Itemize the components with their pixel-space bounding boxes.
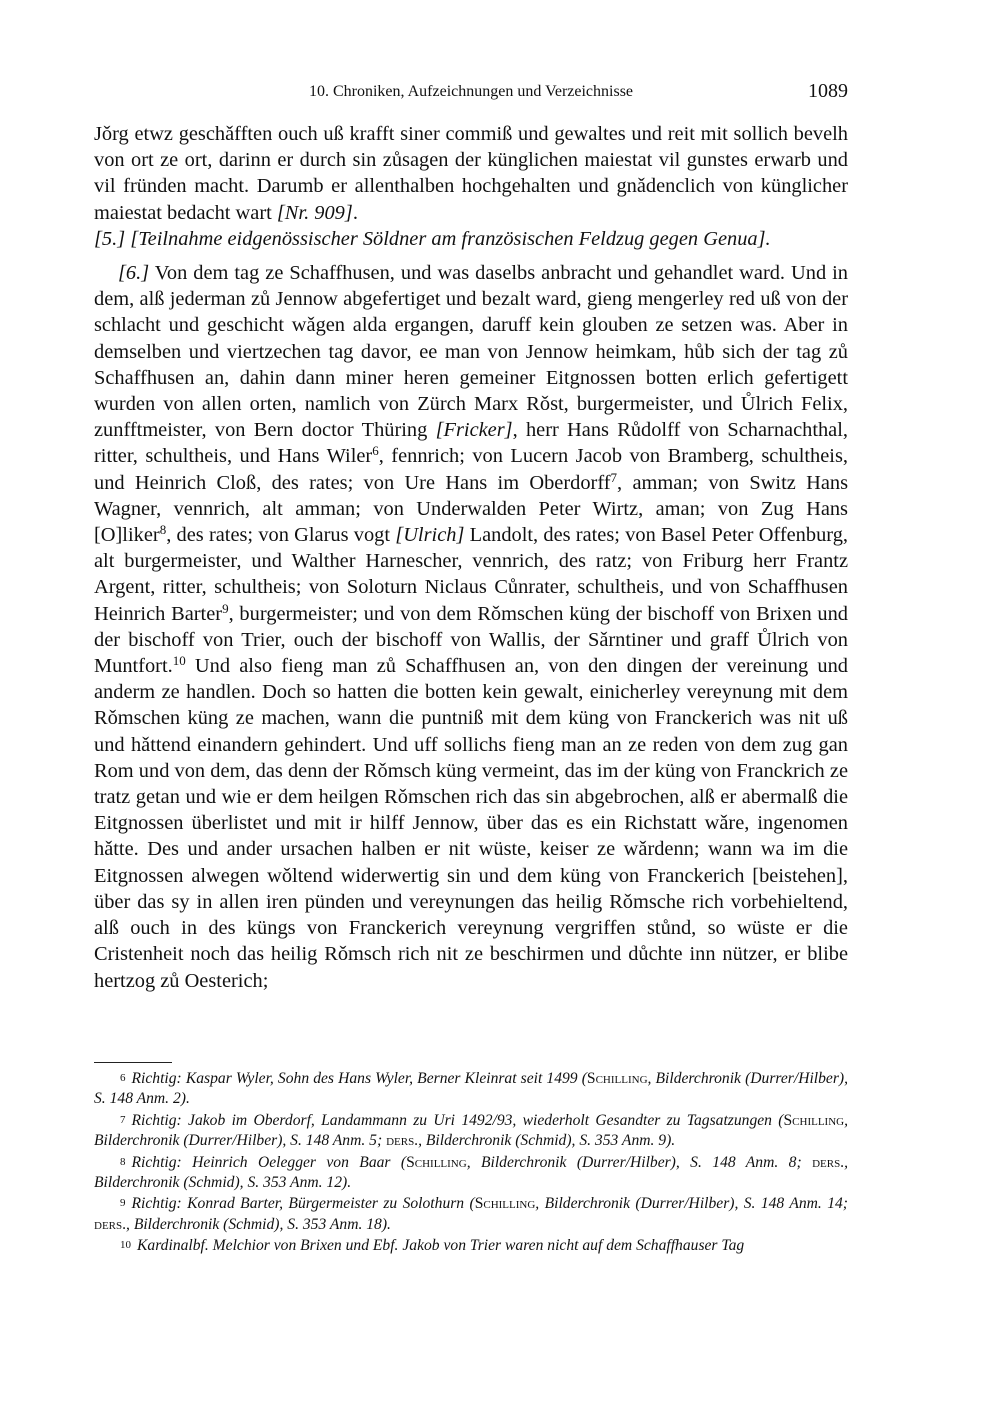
footnote-text: Richtig: Kaspar Wyler, Sohn des Hans Wyler, Berner Kleinrat seit 1499 ( xyxy=(131,1070,587,1087)
footnote-text: , Bilderchronik (Schmid), S. 353 Anm. 18). xyxy=(126,1215,391,1233)
footnote-ref-9[interactable]: 9 xyxy=(222,600,229,616)
footnote-text: , Bilderchronik (Schmid), S. 353 Anm. 12). xyxy=(94,1153,848,1192)
footnote-10 xyxy=(94,1235,848,1256)
footnote-ref-8[interactable]: 8 xyxy=(159,522,167,538)
footnote-divider xyxy=(94,1062,172,1063)
footnote-number: 10 xyxy=(120,1239,131,1252)
running-title: 10. Chroniken, Aufzeichnungen und Verzeichnisse xyxy=(308,83,634,100)
author-name: Schilling xyxy=(406,1153,467,1171)
footnote-text: , Bilderchronik (Durrer/Hilber), S. 148 Anm. 8; xyxy=(466,1153,813,1171)
page-number: 1089 xyxy=(808,80,848,102)
footnotes xyxy=(94,1068,848,1257)
paragraph-text: , amman; von Switz Hans Wagner, vennrich, alt amman; von Underwalden Peter Wirtz, aman; von Zug Hans [O]liker xyxy=(94,471,849,547)
paragraph-text: , herr Hans Růdolff von Scharnachthal, ritter, schultheis, und Hans Wiler xyxy=(94,419,848,468)
reference-bracket: [Nr. 909] xyxy=(276,201,353,224)
section-label-6: [6.] xyxy=(118,262,150,285)
paragraph-text: , des rates; von Glarus vogt xyxy=(166,524,396,547)
editorial-insert: [Fricker] xyxy=(435,419,513,442)
paragraph-text: , fennrich; von Lucern Jacob von Bramberg, schultheis, und Heinrich Cloß, des rates; von Ure Hans im Oberdorff xyxy=(94,445,848,494)
author-name: ders. xyxy=(386,1132,419,1150)
footnote-text: Richtig: Konrad Barter, Bürgermeister zu Solothurn ( xyxy=(131,1195,475,1213)
footnote-text: , Bilderchronik (Durrer/Hilber), S. 148 Anm. 5; xyxy=(94,1111,848,1150)
author-name: Schilling xyxy=(474,1195,536,1213)
footnote-7 xyxy=(94,1110,848,1152)
footnote-number: 8 xyxy=(120,1155,126,1168)
editorial-insert: [Ulrich] xyxy=(395,524,465,547)
footnote-text: Richtig: Heinrich Oelegger von Baar ( xyxy=(131,1153,407,1171)
author-name: ders. xyxy=(812,1153,845,1171)
footnote-text: , Bilderchronik (Schmid), S. 353 Anm. 9). xyxy=(418,1132,676,1150)
paragraph-text: . xyxy=(352,201,358,224)
footnote-text: Richtig: Jakob im Oberdorf, Landammann zu Uri 1492/93, wiederholt Gesandter zu Tagsatzungen ( xyxy=(131,1111,784,1129)
footnote-ref-7[interactable]: 7 xyxy=(610,469,618,485)
footnote-6 xyxy=(94,1068,848,1110)
paragraph-text: Jǒrg etwz geschǎfften ouch uß krafft siner commiß und gewaltes und reit mit sollich bevelh von ort ze ort, darinn er durch sin zůsagen der künglichen maiestat vil gunstes erwarb und vil fründen macht. Darumb er allenthalben hochgehalten und gnǎdenclich von künglicher maiestat bedacht wart xyxy=(94,123,848,224)
paragraph-text: Landolt, des rates; von Basel Peter Offenburg, alt burgermeister, und Walther Harnescher, vennrich, des ratz; von Friburg herr Frantz Argent, ritter, schultheis; von Soloturn Niclaus Cůnrater, schultheis, und von Schaffhusen Heinrich Barter xyxy=(94,524,848,625)
footnote-number: 9 xyxy=(120,1197,126,1210)
section-heading-5: [5.] [Teilnahme eidgenössischer Söldner am französischen Feldzug gegen Genua]. xyxy=(94,227,771,250)
footnote-text: , Bilderchronik (Durrer/Hilber), S. 148 Anm. 14; xyxy=(535,1195,848,1213)
footnote-9 xyxy=(94,1193,848,1235)
footnote-text: , Bilderchronik (Durrer/Hilber), S. 148 Anm. 2). xyxy=(94,1070,848,1108)
paragraph-text: Und also fieng man zů Schaffhusen an, von den dingen der vereinung und anderm ze handlen. Doch so hatten die botten kein gewalt, einicherley vereynung mit dem Rǒmschen küng ze machen, wann die puntniß mit dem küng von Franckerich was nit uß und hǎttend einandern gehindert. Und uff sollichs fieng man an ze reden von dem zug gan Rom und von dem, das denn der Rǒmsch küng vermeint, das im der küng von Franckrich ze tratz getan und wie er dem heilgen Rǒmschen rich das sin abgebrochen, alß er abermalß die Eitgnossen überlistet und mit ir hilff Jennow, über das es ein Richstatt wǎre, ingenomen hǎtte. Des und ander ursachen halben er nit wüste, keiser ze wǎrdenn; wann wa im die Eitgnossen alwegen wǒltend widerwertig sin und dem küng von Franckerich [beistehen], über das sy in allen iren pünden und vereynungen das heilig Rǒmsche rich vorbehieltend, alß ouch in des küngs von Franckerich vereynung vergriffen stůnd, so wüste er die Cristenheit noch das heilig Rǒmsch rich nit ze beschirmen und důchte inn nützer, er blibe hertzog zů Oesterich; xyxy=(94,655,848,992)
author-name: Schilling xyxy=(586,1070,648,1087)
paragraph-text: , burgermeister; und von dem Rǒmschen küng der bischoff von Brixen und der bischoff von Trier, ouch der bischoff von Wallis, der Sǎrntiner und graff Ůlrich von Muntfort. xyxy=(94,602,848,678)
paragraph-text: Von dem tag ze Schaffhusen, und was daselbs anbracht und gehandlet ward. Und in dem, alß jederman zů Jennow abgefertiget und bezalt ward, gieng mengerley red uß von der schlacht und geschicht wǎgen alda ergangen, daruff kein glouben ze setzen was. Aber in demselben und viertzechen tag davor, ee man von Jennow heimkam, hůb sich der tag zů Schaffhusen an, dahin dann miner heren gemeiner Eitgnossen botten erlich gefertigett wurden von allen orten, namlich von Zürch Marx Rǒst, burgermeister, und Ůlrich Felix, zunfftmeister, von Bern doctor Thüring xyxy=(94,262,848,442)
running-header xyxy=(94,81,848,107)
paragraph-continuation xyxy=(94,121,848,226)
footnote-number: 6 xyxy=(120,1072,126,1084)
section-paragraph-6 xyxy=(94,260,848,994)
footnote-text: Kardinalbf. Melchior von Brixen und Ebf. Jakob von Trier waren nicht auf dem Schaffhauser Tag xyxy=(137,1237,745,1255)
footnote-number: 7 xyxy=(120,1113,126,1126)
footnote-ref-6[interactable]: 6 xyxy=(372,443,379,459)
author-name: Schilling xyxy=(783,1111,845,1129)
author-name: ders. xyxy=(94,1215,127,1233)
main-text xyxy=(94,121,848,994)
footnote-ref-10[interactable]: 10 xyxy=(172,653,186,669)
footnote-8 xyxy=(94,1152,848,1194)
